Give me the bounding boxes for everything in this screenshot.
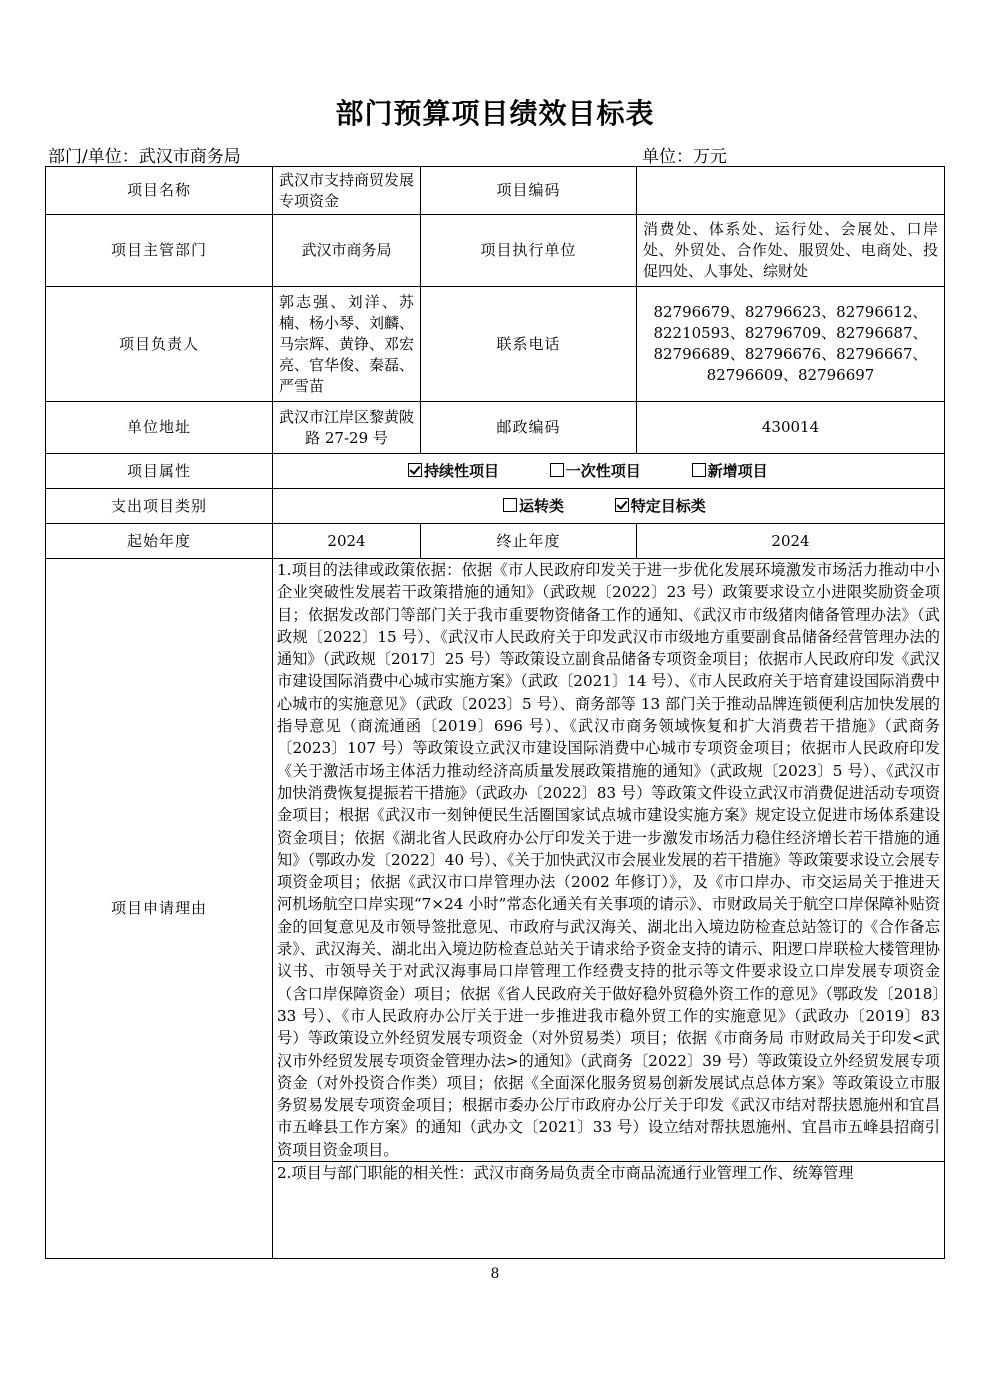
reason-paragraph-2: 2.项目与部门职能的相关性：武汉市商务局负责全市商品流通行业管理工作、统筹管理: [273, 1161, 944, 1184]
attribute-option-continuing: 持续性项目: [408, 462, 499, 480]
project-code-label: 项目编码: [421, 167, 637, 215]
reason-label: 项目申请理由: [46, 559, 273, 1259]
project-name-label: 项目名称: [46, 167, 273, 215]
category-option-operation: 运转类: [503, 497, 564, 515]
attribute-option-new: 新增项目: [692, 462, 768, 480]
start-year-value: 2024: [273, 524, 421, 559]
checked-box-icon: [408, 463, 422, 477]
row-years: [46, 524, 945, 559]
unit-line: 单位：万元: [642, 147, 727, 167]
attribute-option-onetime: 一次性项目: [550, 462, 641, 480]
end-year-label: 终止年度: [421, 524, 637, 559]
phone-label: 联系电话: [421, 287, 637, 402]
owner-value: 郭志强、刘洋、苏楠、杨小琴、刘麟、马宗辉、黄铮、邓宏亮、官华俊、秦磊、严雪苗: [273, 287, 421, 402]
address-label: 单位地址: [46, 402, 273, 454]
category-option-specific: 特定目标类: [615, 497, 706, 515]
row-reason: [46, 559, 945, 1259]
attribute-label: 项目属性: [46, 454, 273, 489]
project-name-value: 武汉市支持商贸发展专项资金: [273, 167, 421, 215]
performance-table: [45, 166, 945, 1259]
row-department: [46, 215, 945, 287]
category-label: 支出项目类别: [46, 489, 273, 524]
unchecked-box-icon: [503, 498, 517, 512]
row-project-name: [46, 167, 945, 215]
department-line: 部门/单位：武汉市商务局: [48, 147, 241, 167]
project-code-value: [637, 167, 945, 215]
phone-value: 82796679、82796623、82796612、82210593、82796709、82796687、82796689、82796676、82796667、82796609、82796697: [637, 287, 945, 402]
category-options: [273, 489, 945, 524]
unchecked-box-icon: [550, 463, 564, 477]
start-year-label: 起始年度: [46, 524, 273, 559]
exec-unit-label: 项目执行单位: [421, 215, 637, 287]
address-value: 武汉市江岸区黎黄陂路 27-29 号: [273, 402, 421, 454]
reason-content: [273, 559, 945, 1259]
unchecked-box-icon: [692, 463, 706, 477]
dept-value: 武汉市商务局: [273, 215, 421, 287]
checked-box-icon: [615, 498, 629, 512]
end-year-value: 2024: [637, 524, 945, 559]
row-attribute: [46, 454, 945, 489]
zip-value: 430014: [637, 402, 945, 454]
owner-label: 项目负责人: [46, 287, 273, 402]
row-category: [46, 489, 945, 524]
zip-label: 邮政编码: [421, 402, 637, 454]
page-number: 8: [490, 1266, 500, 1282]
row-address: [46, 402, 945, 454]
page-title: 部门预算项目绩效目标表: [335, 97, 655, 130]
exec-unit-value: 消费处、体系处、运行处、会展处、口岸处、外贸处、合作处、服贸处、电商处、投促四处、人事处、综财处: [637, 215, 945, 287]
row-owner: [46, 287, 945, 402]
reason-paragraph-1: 1.项目的法律或政策依据：依据《市人民政府印发关于进一步优化发展环境激发市场活力推动中小企业突破性发展若干政策措施的通知》（武政规〔2022〕23 号）政策要求设立小进限奖励资金项目；依据发改部门等部门关于我市重要物资储备工作的通知、《武汉市市级猪肉储备管理办法》（武政规〔2022〕15 号）、《武汉市人民政府关于印发武汉市市级地方重要副食品储备经营管理办法的通知》（武政规〔2017〕25 号）等政策设立副食品储备专项资金项目；依据市人民政府印发《武汉市建设国际消费中心城市实施方案》（武政〔2021〕14 号）、《市人民政府关于培育建设国际消费中心城市的实施意见》（武政〔2023〕5 号）、商务部等 13 部门关于推动品牌连锁便利店加快发展的指导意见（商流通函〔2019〕696 号）、《武汉市商务领域恢复和扩大消费若干措施》（武商务〔2023〕107 号）等政策设立武汉市建设国际消费中心城市专项资金项目；依据市人民政府印发《关于激活市场主体活力推动经济高质量发展政策措施的通知》（武政规〔2023〕5 号）、《武汉市加快消费恢复提振若干措施》（武政办〔2022〕83 号）等政策文件设立武汉市消费促进活动专项资金项目；根据《武汉市一刻钟便民生活圈国家试点城市建设实施方案》规定设立促进市场体系建设资金项目；依据《湖北省人民政府办公厅印发关于进一步激发市场活力稳住经济增长若干措施的通知》（鄂政办发〔2022〕40 号）、《关于加快武汉市会展业发展的若干措施》等政策要求设立会展专项资金项目；依据《武汉市口岸管理办法（2002 年修订）》，及《市口岸办、市交运局关于推进天河机场航空口岸实现“7×24 小时”常态化通关有关事项的请示》、市财政局关于航空口岸保障补贴资金的回复意见及市领导签批意见、市政府与武汉海关、湖北出入境边防检查总站签订的《合作备忘录》、武汉海关、湖北出入境边防检查总站关于请求给予资金支持的请示、阳逻口岸联检大楼管理协议书、市领导关于对武汉海事局口岸管理工作经费支持的批示等文件要求设立口岸发展专项资金（含口岸保障资金）项目；依据《省人民政府关于做好稳外贸稳外资工作的意见》（鄂政发〔2018〕33 号）、《市人民政府办公厅关于进一步推进我市稳外贸工作的实施意见》（武政办〔2019〕83 号）等政策设立外经贸发展专项资金（对外贸易类）项目；依据《市商务局 市财政局关于印发<武汉市外经贸发展专项资金管理办法>的通知》（武商务〔2022〕39 号）等政策设立外经贸发展专项资金（对外投资合作类）项目；依据《全面深化服务贸易创新发展试点总体方案》等政策设立市服务贸易发展专项资金项目；根据市委办公厅市政府办公厅关于印发《武汉市结对帮扶恩施州和宜昌市五峰县工作方案》的通知（武办文〔2021〕33 号）设立结对帮扶恩施州、宜昌市五峰县招商引资项目资金项目。: [277, 561, 940, 1159]
dept-label: 项目主管部门: [46, 215, 273, 287]
attribute-options: [273, 454, 945, 489]
